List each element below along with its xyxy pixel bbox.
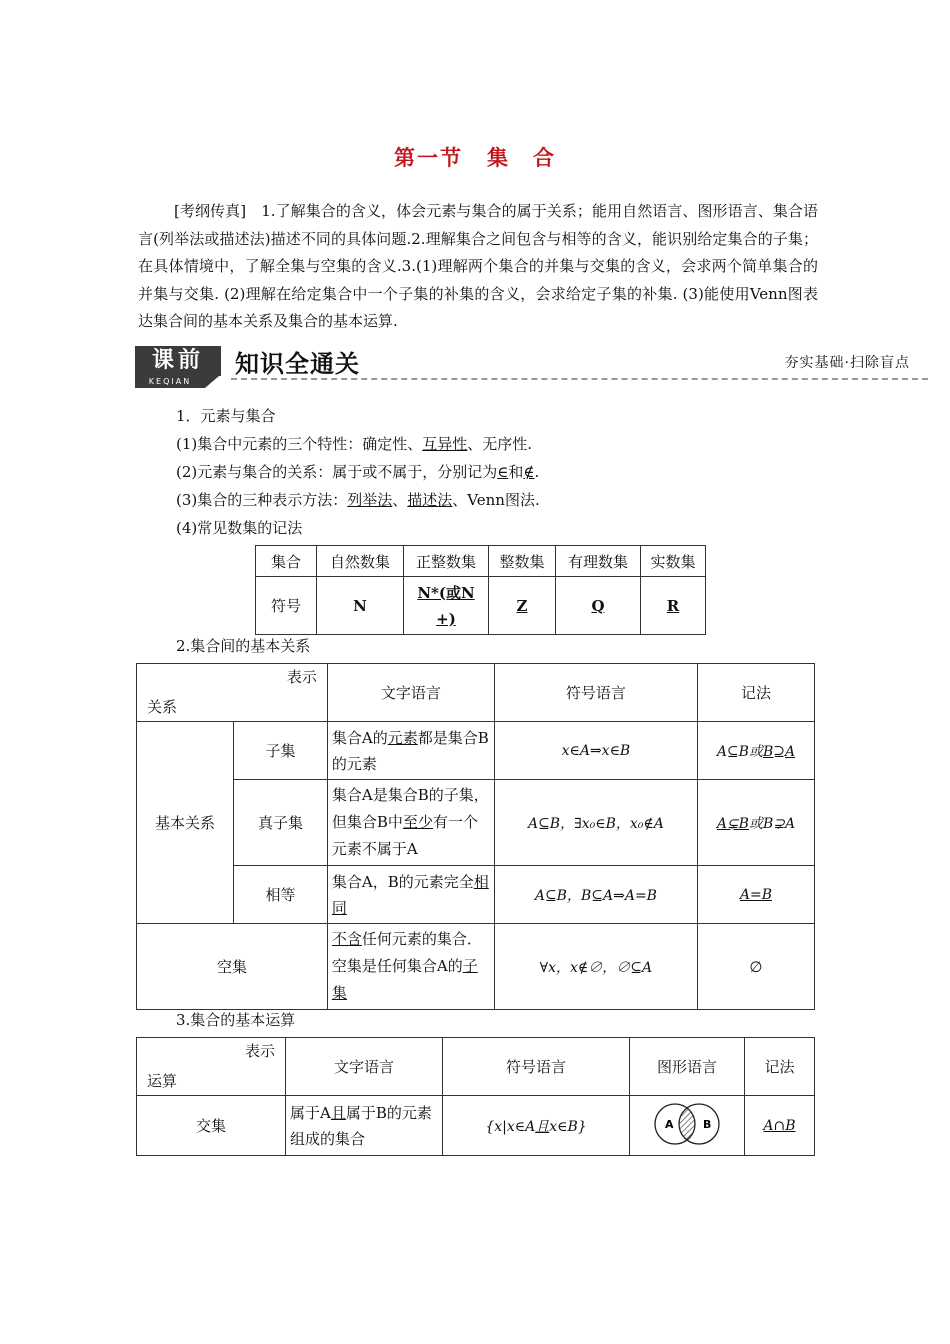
banner-rule bbox=[231, 378, 928, 380]
table-cell: 整数集 bbox=[489, 546, 556, 577]
table-cell: R bbox=[641, 577, 706, 635]
table-cell: 空集 bbox=[137, 924, 328, 1010]
exam-outline-tag: [考纲传真] bbox=[174, 202, 247, 220]
exam-outline-text: 1.了解集合的含义，体会元素与集合的属于关系；能用自然语言、图形语言、集合语言(列举法或描述法)描述不同的具体问题.2.理解集合之间包含与相等的含义，能识别给定集合的子集；在具体情境中，了解全集与空集的含义.3.(1)理解两个集合的并集与交集的含义，会求两个简单集合的并集与交集. (2)理解在给定集合中一个子集的补集的含义，会求给定子集的补集. (3)能使用Venn图表达集合间的基本关系及集合的基本运算. bbox=[138, 202, 818, 330]
table-cell: 记法 bbox=[697, 664, 814, 722]
banner-badge-sub: KEQIAN bbox=[135, 376, 205, 388]
table-cell: 基本关系 bbox=[137, 722, 234, 924]
set-relations-table bbox=[136, 663, 815, 1010]
title-right: 集 合 bbox=[487, 145, 556, 170]
sec2-heading: 2.集合间的基本关系 bbox=[176, 637, 311, 655]
table-cell: 集合A是集合B的子集，但集合B中至少有一个元素不属于A bbox=[327, 780, 494, 866]
banner-heading: 知识全通关 bbox=[235, 350, 360, 378]
table-row bbox=[256, 577, 706, 635]
venn-label-b: B bbox=[703, 1117, 712, 1131]
exam-outline bbox=[138, 198, 818, 336]
table-cell: Z bbox=[489, 577, 556, 635]
banner-tag: 夯实基础·扫除盲点 bbox=[784, 355, 910, 371]
table-cell: ∅ bbox=[697, 924, 814, 1010]
table-row bbox=[137, 664, 815, 722]
banner-badge-tip bbox=[205, 376, 219, 388]
table-cell: A⊆B或B⊇A bbox=[697, 722, 814, 780]
table-cell: 自然数集 bbox=[317, 546, 404, 577]
venn-label-a: A bbox=[665, 1117, 674, 1131]
table-cell: 符号 bbox=[256, 577, 317, 635]
table-cell: 正整数集 bbox=[404, 546, 489, 577]
sec1-item2: (2)元素与集合的关系：属于或不属于，分别记为∈和∉. bbox=[176, 463, 540, 481]
table-row bbox=[256, 546, 706, 577]
table-cell: 相等 bbox=[234, 866, 328, 924]
table-cell: 有理数集 bbox=[556, 546, 641, 577]
table-row bbox=[137, 924, 815, 1010]
table-cell: 符号语言 bbox=[494, 664, 697, 722]
table-cell: 实数集 bbox=[641, 546, 706, 577]
table-cell: 真子集 bbox=[234, 780, 328, 866]
table-row bbox=[137, 780, 815, 866]
table-cell: 符号语言 bbox=[443, 1038, 630, 1096]
table-cell: A=B bbox=[697, 866, 814, 924]
page-title bbox=[0, 142, 950, 172]
section-banner bbox=[135, 344, 930, 390]
venn-cell bbox=[630, 1096, 745, 1156]
table-header-diag: 表示 关系 bbox=[137, 664, 328, 722]
table-cell: x∈A⇒x∈B bbox=[494, 722, 697, 780]
table-cell: Q bbox=[556, 577, 641, 635]
table-cell: 不含任何元素的集合．空集是任何集合A的子集 bbox=[327, 924, 494, 1010]
sec1-item3: (3)集合的三种表示方法：列举法、描述法、Venn图法. bbox=[176, 491, 540, 509]
number-sets-table bbox=[255, 545, 706, 635]
table-cell: A⊆B，B⊆A⇒A=B bbox=[494, 866, 697, 924]
table-row bbox=[137, 722, 815, 780]
sec1-item4: (4)常见数集的记法 bbox=[176, 519, 303, 537]
venn-diagram-icon bbox=[645, 1101, 729, 1147]
table-cell: 图形语言 bbox=[630, 1038, 745, 1096]
table-cell: A⊆B，∃x₀∈B，x₀∉A bbox=[494, 780, 697, 866]
table-cell: N bbox=[317, 577, 404, 635]
table-cell: 交集 bbox=[137, 1096, 286, 1156]
table-cell: 集合A的元素都是集合B的元素 bbox=[327, 722, 494, 780]
sec1-item1: (1)集合中元素的三个特性：确定性、互异性、无序性. bbox=[176, 435, 533, 453]
sec1-heading: 1．元素与集合 bbox=[176, 407, 276, 425]
set-operations-table bbox=[136, 1037, 815, 1156]
sec3-heading: 3.集合的基本运算 bbox=[176, 1011, 296, 1029]
table-cell: N*(或N +) bbox=[404, 577, 489, 635]
table-cell: A⊊B或B⊋A bbox=[697, 780, 814, 866]
table-cell: A∩B bbox=[745, 1096, 815, 1156]
table-cell: 记法 bbox=[745, 1038, 815, 1096]
table-cell: 文字语言 bbox=[286, 1038, 443, 1096]
table-cell: 子集 bbox=[234, 722, 328, 780]
title-left: 第一节 bbox=[394, 145, 463, 170]
table-cell: 属于A且属于B的元素组成的集合 bbox=[286, 1096, 443, 1156]
banner-badge: 课前 bbox=[135, 346, 221, 376]
table-header-diag: 表示 运算 bbox=[137, 1038, 286, 1096]
table-cell: {x|x∈A且x∈B} bbox=[443, 1096, 630, 1156]
table-row bbox=[137, 1038, 815, 1096]
table-cell: 文字语言 bbox=[327, 664, 494, 722]
table-row bbox=[137, 1096, 815, 1156]
table-cell: 集合 bbox=[256, 546, 317, 577]
table-cell: 集合A，B的元素完全相同 bbox=[327, 866, 494, 924]
table-cell: ∀x，x∉∅，∅⊆A bbox=[494, 924, 697, 1010]
table-row bbox=[137, 866, 815, 924]
